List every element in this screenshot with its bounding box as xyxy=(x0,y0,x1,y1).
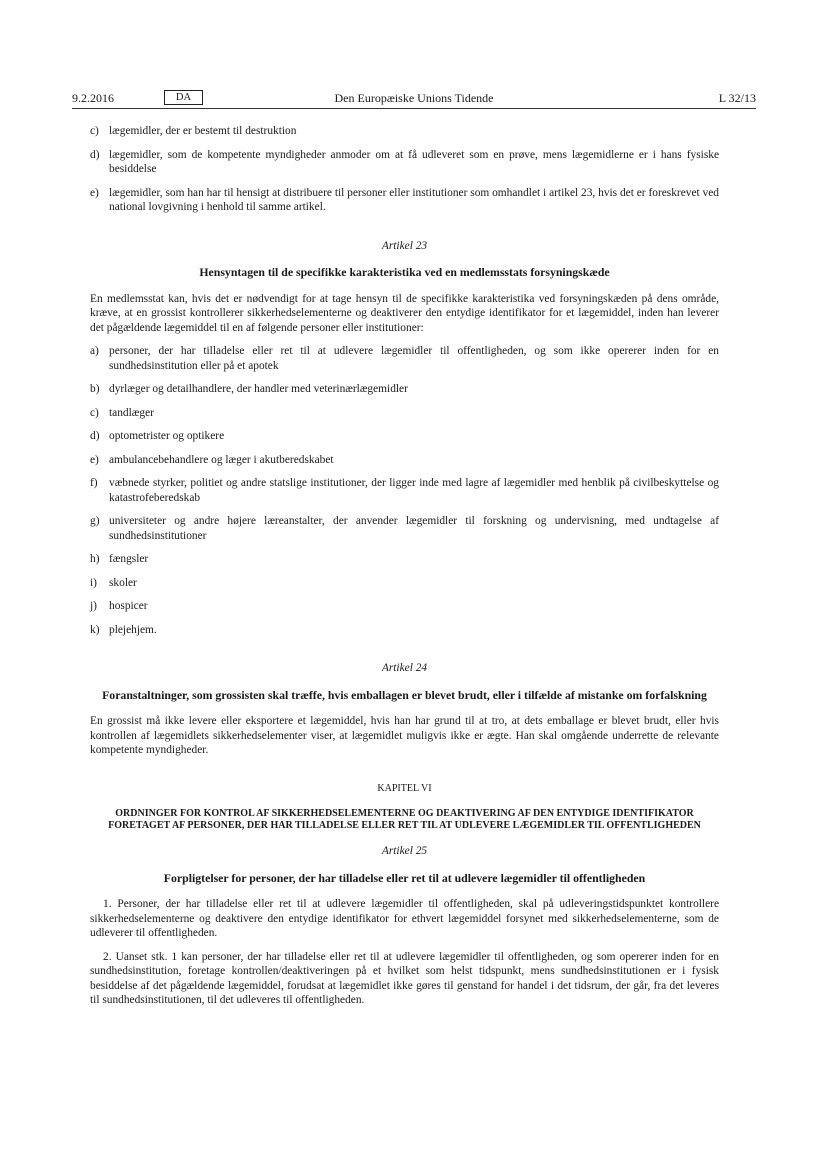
language-badge: DA xyxy=(164,90,203,105)
article-24-title: Foranstaltninger, som grossisten skal træffe, hvis emballagen er blevet brudt, eller i tilfælde af mistanke om forfalskning xyxy=(102,687,707,702)
article-23-heading: Artikel 23 xyxy=(381,239,428,252)
list-item: g) universiteter og andre højere læreanstalter, der anvender lægemidler til forskning og undervisning, med undtagelse af sundhedsinstitutioner xyxy=(90,515,719,542)
article-23-intro: En medlemsstat kan, hvis det er nødvendigt for at tage hensyn til de specifikke karakteristika ved forsyningskæden på dens område, kræve, at en grossist kontrollerer sikkerhedselementerne og deaktiverer den entydige identifikator for et lægemiddel, inden han leverer det pågældende lægemiddel til en af følgende personer eller institutioner: xyxy=(90,292,719,334)
article-25-paragraph-1: 1. Personer, der har tilladelse eller ret til at udlevere lægemidler til offentligheden, skal på udleveringstidspunktet kontrollere sikkerhedselementerne og deaktivere den entydige identifikator for ethvert lægemiddel forsynet med sikkerhedselementerne, som de udleverer til offentligheden. xyxy=(90,898,719,939)
list-item: e) lægemidler, som han har til hensigt at distribuere til personer eller institutioner som omhandlet i artikel 23, hvis det er foreskrevet ved national lovgivning i henhold til samme artikel. xyxy=(90,186,719,213)
page-header xyxy=(72,90,756,108)
article-25-paragraph-2: 2. Uanset stk. 1 kan personer, der har tilladelse eller ret til at udlevere lægemidler til offentligheden, og som opererer inden for en sundhedsinstitution, foretage kontrollen/deaktiveringen på et hvilket som helst tidspunkt, mens sundhedsinstitutionen er i fysisk besiddelse af det pågældende lægemiddel, forudsat at lægemidlet ikke gøres til genstand for handel i det tidsrum, der går, fra det leveres til sundhedsinstitutionen, til det udleveres til offentligheden. xyxy=(90,950,719,1006)
list-item: c) tandlæger xyxy=(90,406,154,419)
list-item: d) optometrister og optikere xyxy=(90,430,225,442)
article-24-text: En grossist må ikke levere eller eksportere et lægemiddel, hvis han har grund til at tro, at dets emballage er blevet brudt, eller hvis kontrollen af lægemidlets sikkerhedselementer viser, at lægemidlet muligvis ikke er ægte. Han skal omgående underrette de relevante kompetente myndigheder. xyxy=(90,715,719,756)
publication-date: 9.2.2016 xyxy=(72,91,114,105)
list-item: d) lægemidler, som de kompetente myndigheder anmoder om at få udleveret som en prøve, mens lægemidlerne er i hans fysiske besiddelse xyxy=(90,148,719,175)
journal-title: Den Europæiske Unions Tidende xyxy=(334,91,494,105)
list-item: c) lægemidler, der er bestemt til destruktion xyxy=(90,125,297,137)
list-item: h) fængsler xyxy=(90,553,149,565)
list-item: e) ambulancebehandlere og læger i akutberedskabet xyxy=(90,453,334,466)
article-24-heading: Artikel 24 xyxy=(381,662,428,674)
chapter-title: ORDNINGER FOR KONTROL AF SIKKERHEDSELEMENTERNE OG DEAKTIVERING AF DEN ENTYDIGE IDENTIFIKATOR FORETAGET AF PERSONER, DER HAR TILLADELSE ELLER RET TIL AT UDLEVERE LÆGEMIDLER TIL OFFENTLIGHEDEN xyxy=(108,808,701,831)
article-25-heading: Artikel 25 xyxy=(381,845,428,857)
document-body xyxy=(90,124,719,1017)
list-item: f) væbnede styrker, politiet og andre statslige institutioner, der ligger inde med lagre af lægemidler med henblik på civilbeskyttelse og katastrofeberedskab xyxy=(90,477,719,504)
list-item: b) dyrlæger og detailhandlere, der handler med veterinærlægemidler xyxy=(90,383,408,395)
list-item: k) plejehjem. xyxy=(90,623,157,636)
list-item: i) skoler xyxy=(90,576,137,589)
list-item: a) personer, der har tilladelse eller ret til at udlevere lægemidler til offentligheden, og som ikke opererer inden for en sundhedsinstitution eller på et apotek xyxy=(90,345,719,372)
article-23-title: Hensyntagen til de specifikke karakteristika ved en medlemsstats forsyningskæde xyxy=(199,265,610,279)
list-item: j) hospicer xyxy=(90,600,148,612)
page-reference: L 32/13 xyxy=(718,91,756,105)
header-rule xyxy=(72,108,756,109)
chapter-heading: KAPITEL VI xyxy=(377,782,432,794)
article-25-title: Forpligtelser for personer, der har tilladelse eller ret til at udlevere lægemidler til offentligheden xyxy=(163,870,646,885)
